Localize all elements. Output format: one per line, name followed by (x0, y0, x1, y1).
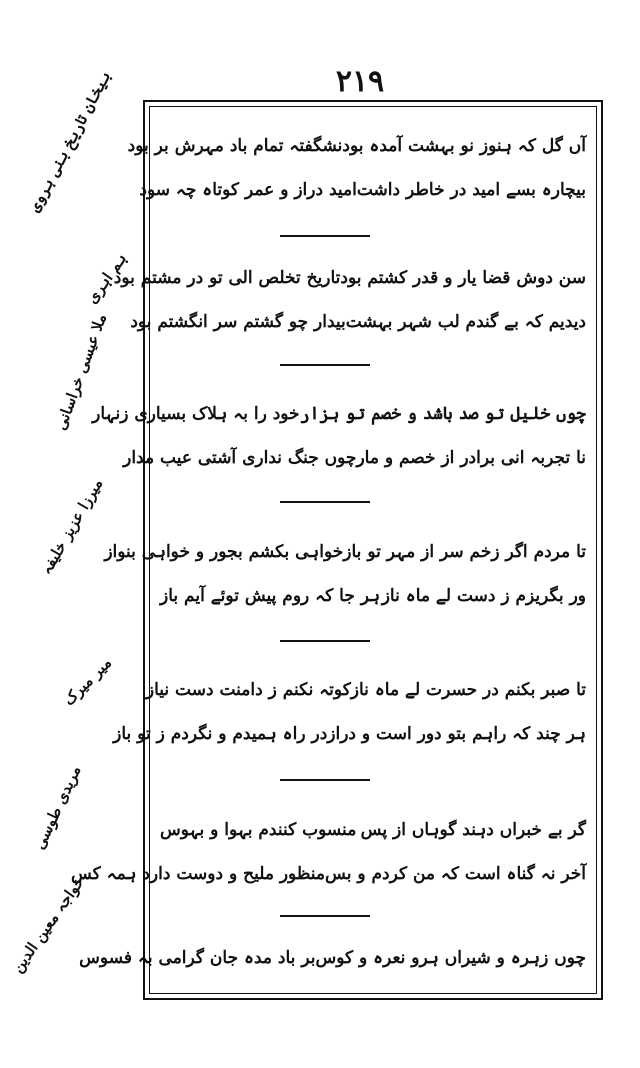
misra-left: خود را بہ ہلاک بسیاری زنہار (92, 404, 300, 424)
misra-right: ور بگریزم ز دست لے ماہ ناز (381, 586, 586, 606)
margin-note-6: مریدی طوسی (30, 762, 85, 853)
verse (123, 447, 586, 491)
stanza-7 (79, 947, 586, 991)
misra-left: بیدار چو گشتم سر انگشتم بود (130, 312, 346, 332)
verse (130, 311, 586, 355)
misra-left: بر باد مدہ جان گرامی بہ فسوس (79, 948, 316, 968)
misra-right: تا مردم اگر زخم سر از مہر تو باز (343, 542, 586, 562)
misra-right: گر بے خبراں دہند گوہاں از پس (360, 820, 586, 840)
misra-right: آخر نہ گناہ است کہ من کردم و بس (325, 864, 586, 884)
verse (160, 819, 586, 863)
misra-left: چوں جنگ نداری آشتی عیب مدار (123, 448, 357, 468)
stanza-divider (280, 235, 370, 237)
misra-right: تا صبر بکنم در حسرت لے ماہ ناز (350, 680, 586, 700)
stanza-divider (280, 915, 370, 917)
misra-right: نا تجربہ انی برادر از خصم و مار (356, 448, 586, 468)
verse (104, 541, 586, 585)
margin-note-4: میرزا عزیز خلیفہ (37, 475, 107, 578)
stanza-divider (280, 364, 370, 366)
stanza-5 (113, 679, 586, 767)
margin-note-1: بیخان تاریخ بنی ہروی (25, 68, 115, 215)
verse (92, 403, 586, 447)
verse (139, 179, 586, 223)
misra-left: نشگفتہ تمام باد مہرش بر بود (127, 136, 343, 156)
stanza-divider (280, 501, 370, 503)
stanza-3 (92, 403, 586, 491)
misra-right: چوں زہرہ و شیراں ہرو نعرہ و کوس (315, 948, 586, 968)
page-number: ۲۱۹ (335, 64, 385, 99)
misra-right: بیچارہ بسے امید در خاطر داشت (356, 180, 586, 200)
verse (70, 863, 586, 907)
stanza-1 (127, 135, 586, 223)
stanza-divider (280, 640, 370, 642)
verse (79, 947, 586, 991)
misra-left: منسوب کنندم بہوا و بہوس (160, 820, 357, 840)
margin-note-3: ملا عیسی خراسانی (51, 311, 111, 433)
stanza-6 (70, 819, 586, 907)
misra-left: تاریخ تخلص الی تو در مشتم بود (113, 268, 341, 288)
misra-left: امید دراز و عمر کوتاہ چہ سود (139, 180, 357, 200)
stanza-divider (280, 779, 370, 781)
misra-left: خواہی بکشم بجور و خواہی بنواز (104, 542, 344, 562)
misra-right: سن دوش قضا یار و قدر کشتم بود (340, 268, 586, 288)
misra-right: ہر چند کہ راہم بتو دور است و دراز (327, 724, 586, 744)
verse (160, 585, 586, 629)
stanza-4 (104, 541, 586, 629)
verse (113, 723, 586, 767)
margin-note-2: ہم اہری (82, 249, 131, 307)
stanza-2 (113, 267, 586, 355)
misra-left: ہر جا کہ روم پیش توئے آیم باز (160, 586, 381, 606)
misra-right: دیدیم کہ بے گندم لب شہر بہشت (345, 312, 586, 332)
verse (145, 679, 586, 723)
misra-left: در راہ ہمیدم و نگردم ز تو باز (113, 724, 328, 744)
misra-right: آں گل کہ ہنوز نو بہشت آمدہ بود (342, 136, 586, 156)
margin-note-7: خواجہ معین الدین (8, 873, 89, 977)
misra-left: منظور ملیح و دوست دارد ہمہ کس (70, 864, 326, 884)
verse (113, 267, 586, 311)
misra-right: چوں خلیل تو صد باشد و خصم تو ہزار (299, 404, 586, 424)
verse (127, 135, 586, 179)
misra-left: کوتہ نکنم ز دامنت دست نیاز (145, 680, 351, 700)
margin-note-5: میر میرک (59, 653, 116, 710)
